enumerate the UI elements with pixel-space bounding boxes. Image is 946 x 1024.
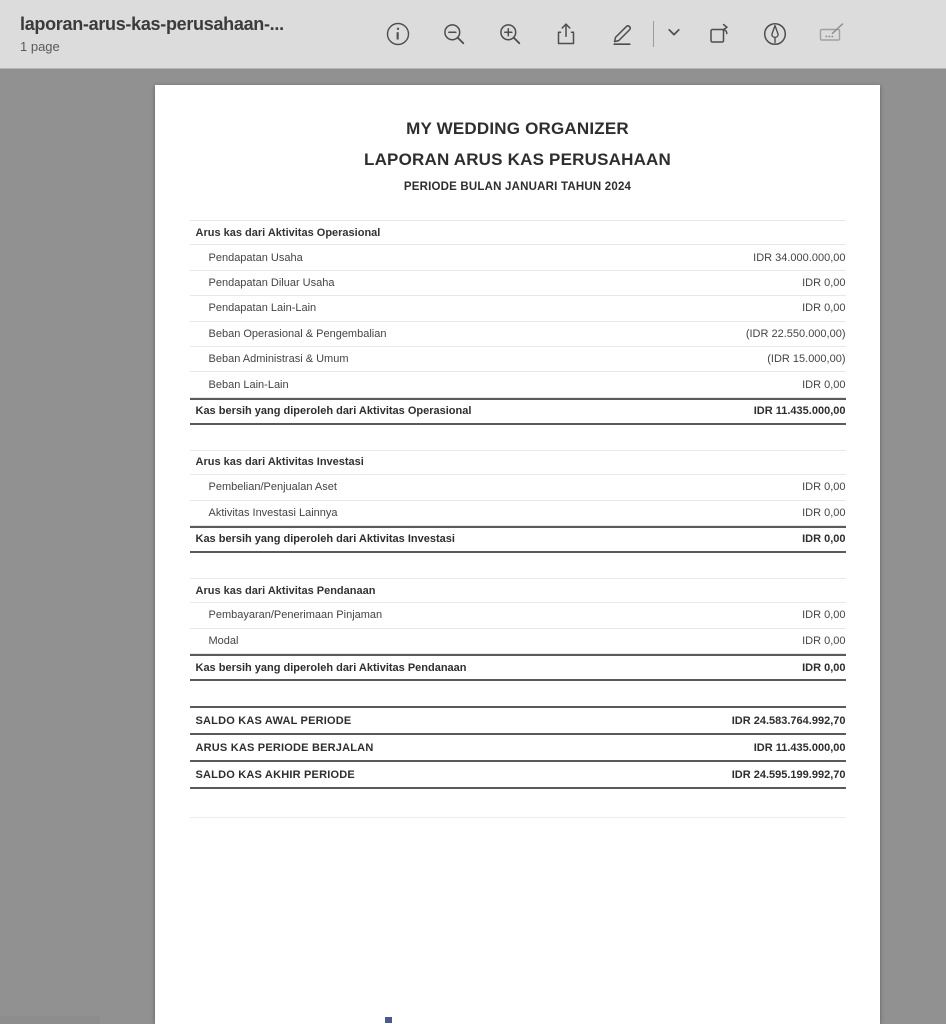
row-label: Pendapatan Usaha	[208, 251, 303, 264]
section-heading-row	[190, 450, 846, 475]
row-value: (IDR 15.000,00)	[767, 353, 846, 366]
toolbar-buttons	[370, 10, 946, 58]
summary-row	[190, 706, 846, 733]
pdf-page	[155, 85, 880, 1024]
row-label: Beban Lain-Lain	[208, 378, 289, 391]
annotate-button[interactable]	[747, 10, 803, 58]
summary-value: IDR 24.583.764.992,70	[731, 714, 846, 727]
row-value: IDR 0,00	[802, 302, 846, 315]
section-operasional	[190, 220, 846, 425]
section-investasi	[190, 450, 846, 553]
toolbar-divider	[653, 21, 654, 47]
report-period: PERIODE BULAN JANUARI TAHUN 2024	[403, 181, 632, 193]
summary-value: IDR 24.595.199.992,70	[731, 768, 846, 781]
summary-section	[190, 706, 846, 818]
summary-label: ARUS KAS PERIODE BERJALAN	[195, 741, 374, 754]
section-heading-row	[190, 578, 846, 603]
summary-value: IDR 11.435.000,00	[753, 741, 846, 754]
row-label: Modal	[208, 634, 239, 647]
total-label: Kas bersih yang diperoleh dari Aktivitas Pendanaan	[195, 661, 467, 674]
table-row	[190, 322, 846, 347]
row-label: Pendapatan Diluar Usaha	[208, 276, 335, 289]
table-row	[190, 501, 846, 526]
signature-icon	[816, 21, 846, 47]
trailing-rule	[190, 817, 846, 818]
rotate-icon	[705, 20, 733, 48]
pdf-viewer[interactable]	[0, 69, 946, 1024]
chevron-down-icon	[665, 23, 683, 46]
total-value: IDR 0,00	[802, 533, 846, 546]
total-value: IDR 11.435.000,00	[753, 405, 846, 418]
table-row	[190, 271, 846, 296]
table-row	[190, 245, 846, 270]
report-title: LAPORAN ARUS KAS PERUSAHAAN	[363, 150, 671, 169]
summary-row	[190, 733, 846, 760]
document-title: laporan-arus-kas-perusahaan-...	[20, 14, 284, 35]
section-heading-label: Arus kas dari Aktivitas Investasi	[195, 456, 364, 469]
markup-pen-icon	[608, 20, 636, 48]
section-spacer	[190, 425, 846, 450]
report-company-name: MY WEDDING ORGANIZER	[406, 119, 629, 138]
summary-label: SALDO KAS AWAL PERIODE	[195, 714, 352, 727]
section-heading-label: Arus kas dari Aktivitas Pendanaan	[195, 584, 376, 597]
summary-label: SALDO KAS AKHIR PERIODE	[195, 768, 355, 781]
row-value: IDR 34.000.000,00	[753, 251, 846, 264]
document-meta	[20, 13, 370, 54]
row-value: IDR 0,00	[802, 506, 846, 519]
row-value: IDR 0,00	[802, 634, 846, 647]
info-button[interactable]	[370, 10, 426, 58]
row-value: IDR 0,00	[802, 276, 846, 289]
table-row	[190, 629, 846, 654]
section-heading-row	[190, 220, 846, 245]
section-total-row	[190, 526, 846, 553]
cash-flow-table	[190, 220, 846, 818]
row-value: IDR 0,00	[802, 609, 846, 622]
row-value: IDR 0,00	[802, 481, 846, 494]
row-label: Pembelian/Penjualan Aset	[208, 481, 337, 494]
section-spacer	[190, 553, 846, 578]
table-row	[190, 372, 846, 397]
row-label: Pembayaran/Penerimaan Pinjaman	[208, 609, 383, 622]
report-header	[155, 85, 880, 193]
table-row	[190, 347, 846, 372]
table-row	[190, 603, 846, 628]
share-button[interactable]	[538, 10, 594, 58]
zoom-out-button[interactable]	[426, 10, 482, 58]
row-label: Pendapatan Lain-Lain	[208, 302, 317, 315]
summary-row	[190, 760, 846, 787]
total-label: Kas bersih yang diperoleh dari Aktivitas Investasi	[195, 533, 455, 546]
markup-options-button[interactable]	[657, 10, 691, 58]
total-value: IDR 0,00	[802, 661, 846, 674]
table-row	[190, 475, 846, 500]
annotate-pen-icon	[761, 20, 789, 48]
summary-bottom-rule	[190, 787, 846, 789]
rotate-button[interactable]	[691, 10, 747, 58]
section-total-row	[190, 398, 846, 425]
info-icon	[385, 21, 411, 47]
zoom-in-button[interactable]	[482, 10, 538, 58]
table-row	[190, 296, 846, 321]
row-value: (IDR 22.550.000,00)	[745, 327, 846, 340]
signature-button[interactable]	[803, 10, 859, 58]
zoom-in-icon	[497, 21, 523, 47]
share-icon	[553, 21, 579, 47]
total-label: Kas bersih yang diperoleh dari Aktivitas Operasional	[195, 405, 472, 418]
row-value: IDR 0,00	[802, 378, 846, 391]
section-total-row	[190, 654, 846, 681]
section-pendanaan	[190, 578, 846, 681]
app-toolbar	[0, 0, 946, 69]
section-heading-label: Arus kas dari Aktivitas Operasional	[195, 226, 381, 239]
row-label: Beban Operasional & Pengembalian	[208, 327, 387, 340]
page-count-label: 1 page	[20, 38, 60, 54]
zoom-out-icon	[441, 21, 467, 47]
row-label: Beban Administrasi & Umum	[208, 353, 349, 366]
markup-button[interactable]	[594, 10, 650, 58]
row-label: Aktivitas Investasi Lainnya	[208, 506, 338, 519]
